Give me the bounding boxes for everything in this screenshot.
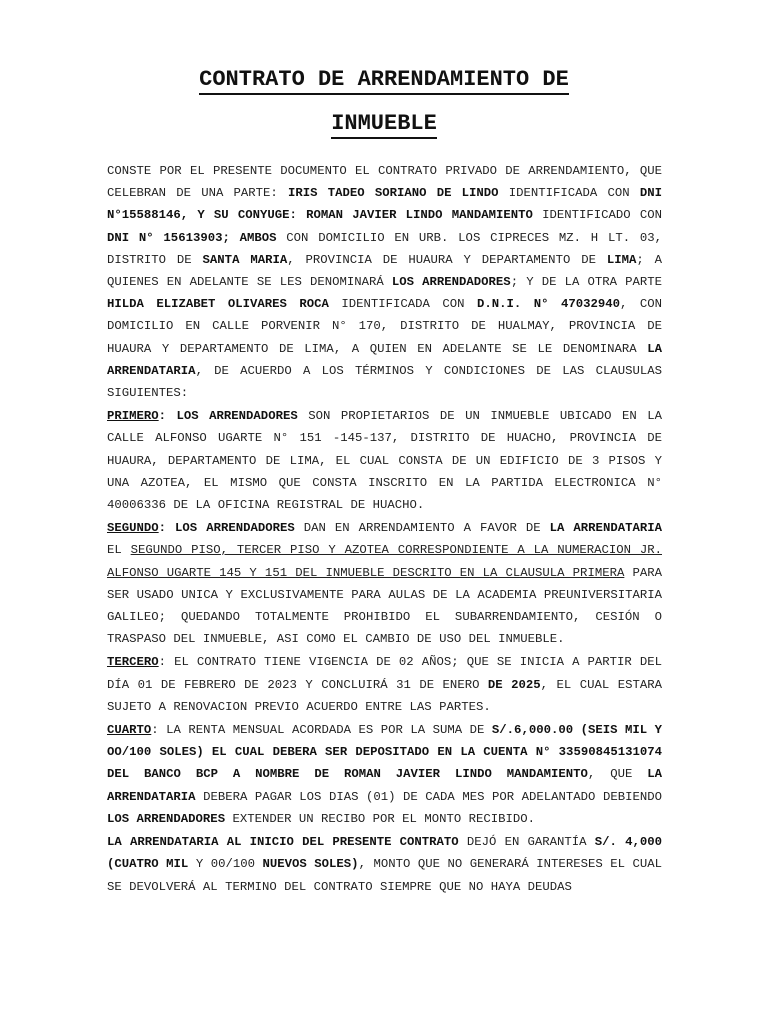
clause-heading: CUARTO: [107, 723, 152, 738]
clause-colon: :: [158, 521, 176, 536]
leased-floors: SEGUNDO PISO, TERCER PISO Y AZOTEA CORRESPONDIENTE A LA NUMERACION JR. ALFONSO UGARTE 145 Y 151 DEL INMUEBLE DESCRITO EN LA CLAUSULA PRIMERA: [107, 543, 662, 580]
intro-text: CON DOMICILIO EN URB. LOS CIPRECES MZ. H LT. 03, DISTRITO DE: [107, 230, 662, 267]
clause-text: , MONTO QUE NO GENERARÁ INTERESES EL CUAL SE DEVOLVERÁ AL TERMINO DEL CONTRATO SIEMPRE QUE NO HAYA DEUDAS: [107, 857, 662, 894]
guarantee-paragraph: [107, 831, 662, 898]
intro-paragraph: [107, 160, 662, 404]
contract-body: [107, 160, 662, 899]
clause-text: Y 00/100: [188, 857, 263, 872]
document-title-line1: [0, 66, 768, 93]
clause-text: , EL CUAL ESTARA SUJETO A RENOVACION PREVIO ACUERDO ENTRE LAS PARTES.: [107, 677, 663, 714]
clause-text: PARA SER USADO UNICA Y EXCLUSIVAMENTE PARA AULAS DE LA ACADEMIA PREUNIVERSITARIA GALILEO; QUEDANDO TOTALMENTE PROHIBIDO EL SUBARRENDAMIENTO, CESIÓN O TRASPASO DEL INMUEBLE, ASI COMO EL CAMBIO DE USO DEL INMUEBLE.: [107, 565, 662, 647]
clause-text: , QUE: [587, 767, 648, 782]
intro-text: , CON DOMICILIO EN CALLE PORVENIR N° 170, DISTRITO DE HUALMAY, PROVINCIA DE HUAURA Y DEPARTAMENTO DE LIMA, A QUIEN EN ADELANTE SE LE DENOMINARA: [107, 297, 663, 356]
end-year: DE 2025: [487, 677, 541, 692]
lessors-term: LOS ARRENDADORES: [176, 409, 298, 424]
clause-segundo: [107, 517, 662, 650]
title-line2-text: INMUEBLE: [331, 111, 437, 139]
lessor-name-1: IRIS TADEO SORIANO DE LINDO: [288, 186, 499, 201]
lessee-term: LA ARRENDATARIA: [107, 767, 663, 804]
clause-primero: [107, 405, 662, 516]
lessee-term: LA ARRENDATARIA: [107, 341, 662, 378]
title-line1-text: CONTRATO DE ARRENDAMIENTO DE: [199, 67, 569, 95]
clause-text: DEJÓ EN GARANTÍA: [458, 835, 595, 850]
guarantee-currency: NUEVOS SOLES): [262, 857, 359, 872]
clause-text: : EL CONTRATO TIENE VIGENCIA DE 02 AÑOS; QUE SE INICIA A PARTIR DEL DÍA 01 DE FEBRERO DE 2023 Y CONCLUIRÁ 31 DE ENERO: [107, 655, 662, 692]
clause-text: EL: [107, 543, 131, 558]
clause-text: SON PROPIETARIOS DE UN INMUEBLE UBICADO EN LA CALLE ALFONSO UGARTE N° 151 -145-137, DISTRITO DE HUACHO, PROVINCIA DE HUAURA, DEPARTAMENTO DE LIMA, EL CUAL CONSTA DE UN EDIFICIO DE 3 PISOS Y UNA AZOTEA, EL MISMO QUE CONSTA INSCRITO EN LA PARTIDA ELECTRONICA N° 40006336 DE LA OFICINA REGISTRAL DE HUACHO.: [107, 409, 663, 513]
clause-tercero: [107, 651, 662, 718]
intro-text: , PROVINCIA DE HUAURA Y DEPARTAMENTO DE: [287, 252, 607, 267]
clause-colon: :: [158, 409, 177, 424]
clause-heading: PRIMERO: [107, 409, 159, 424]
clause-heading: TERCERO: [107, 655, 159, 670]
lessors-term: LOS ARRENDADORES: [107, 811, 226, 826]
lessee-term: LA ARRENDATARIA: [549, 521, 662, 536]
intro-text: CONSTE POR EL PRESENTE DOCUMENTO EL CONTRATO PRIVADO DE ARRENDAMIENTO, QUE CELEBRAN DE UNA PARTE:: [107, 164, 662, 201]
lessor-dni-1: DNI N°15588146, Y SU CONYUGE: ROMAN JAVIER LINDO MANDAMIENTO: [107, 186, 662, 223]
document-title-line2: [0, 110, 768, 137]
clause-text: DAN EN ARRENDAMIENTO A FAVOR DE: [294, 521, 550, 536]
district-name: SANTA MARIA: [202, 252, 288, 267]
guarantee-amount: S/. 4,000 (CUATRO MIL: [107, 835, 662, 872]
intro-text: IDENTIFICADO CON: [532, 208, 662, 223]
department-name: LIMA: [606, 252, 637, 267]
lessors-term: LOS ARRENDADORES: [391, 275, 511, 290]
lessee-name: HILDA ELIZABET OLIVARES ROCA: [107, 297, 329, 312]
intro-text: ; Y DE LA OTRA PARTE: [510, 275, 662, 290]
clause-text: DEBERA PAGAR LOS DIAS (01) DE CADA MES POR ADELANTADO DEBIENDO: [195, 789, 662, 804]
clause-cuarto: [107, 719, 662, 830]
intro-text: IDENTIFICADA CON: [328, 297, 478, 312]
lessor-dni-2: DNI N° 15613903; AMBOS: [107, 230, 277, 245]
lessee-dni: D.N.I. N° 47032940: [477, 297, 621, 312]
clause-text: : LA RENTA MENSUAL ACORDADA ES POR LA SUMA DE: [151, 723, 492, 738]
clause-text: EXTENDER UN RECIBO POR EL MONTO RECIBIDO.: [225, 811, 536, 826]
rent-amount: S/.6,000.00 (SEIS MIL Y OO/100 SOLES) EL CUAL DEBERA SER DEPOSITADO EN LA CUENTA N° 33590845131074 DEL BANCO BCP A NOMBRE DE ROMAN JAVIER LINDO MANDAMIENTO: [107, 723, 662, 782]
intro-text: ; A QUIENES EN ADELANTE SE LES DENOMINARÁ: [107, 252, 662, 290]
guarantee-lead: LA ARRENDATARIA AL INICIO DEL PRESENTE CONTRATO: [107, 835, 459, 850]
clause-heading: SEGUNDO: [107, 521, 159, 536]
intro-text: IDENTIFICADA CON: [498, 186, 640, 201]
lessors-term: LOS ARRENDADORES: [175, 521, 295, 536]
intro-text: , DE ACUERDO A LOS TÉRMINOS Y CONDICIONES DE LAS CLAUSULAS SIGUIENTES:: [107, 363, 662, 401]
